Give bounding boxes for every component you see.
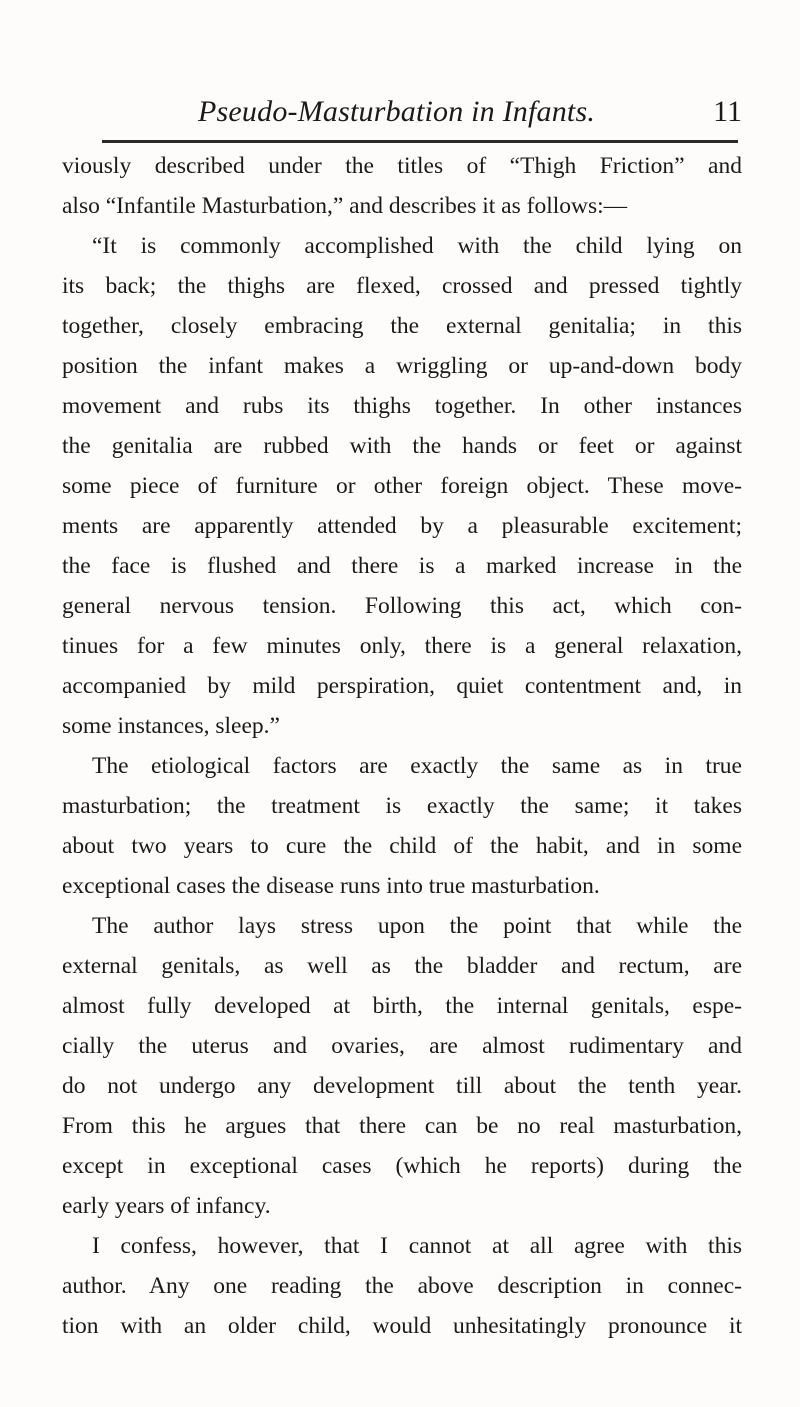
- text-line: early years of infancy.: [62, 1193, 271, 1219]
- text-line: do not undergo any development till about the tenth year.: [62, 1073, 742, 1099]
- text-line: tinues for a few minutes only, there is a general relaxation,: [62, 633, 742, 659]
- text-line: I confess, however, that I cannot at all agree with this: [92, 1233, 742, 1259]
- text-line: position the infant makes a wriggling or up-and-down body: [62, 353, 742, 379]
- text-line: From this he argues that there can be no real masturbation,: [62, 1113, 742, 1139]
- text-line: the genitalia are rubbed with the hands or feet or against: [62, 433, 742, 459]
- text-line: masturbation; the treatment is exactly the same; it takes: [62, 793, 742, 819]
- body-text: [62, 146, 742, 1346]
- text-line: The author lays stress upon the point that while the: [92, 913, 742, 939]
- running-title: Pseudo-Masturbation in Infants.: [198, 95, 596, 128]
- text-line: The etiological factors are exactly the same as in true: [92, 753, 742, 779]
- text-line: the face is flushed and there is a marked increase in the: [62, 553, 742, 579]
- text-line: viously described under the titles of “Thigh Friction” and: [62, 153, 742, 179]
- text-line: except in exceptional cases (which he reports) during the: [62, 1153, 742, 1179]
- text-line: author. Any one reading the above description in connec-: [62, 1273, 742, 1299]
- text-line: almost fully developed at birth, the internal genitals, espe-: [62, 993, 742, 1019]
- text-line: “It is commonly accomplished with the child lying on: [92, 233, 742, 259]
- text-line: its back; the thighs are flexed, crossed and pressed tightly: [62, 273, 742, 299]
- text-line: also “Infantile Masturbation,” and describes it as follows:—: [62, 193, 628, 219]
- text-line: ments are apparently attended by a pleasurable excitement;: [62, 513, 742, 539]
- text-line: tion with an older child, would unhesitatingly pronounce it: [62, 1313, 742, 1339]
- text-line: movement and rubs its thighs together. In other instances: [62, 393, 742, 419]
- text-line: accompanied by mild perspiration, quiet contentment and, in: [62, 673, 742, 699]
- text-line: exceptional cases the disease runs into true masturbation.: [62, 873, 600, 899]
- text-line: together, closely embracing the external genitalia; in this: [62, 313, 742, 339]
- text-line: some piece of furniture or other foreign object. These move-: [62, 473, 742, 499]
- running-head: [100, 92, 742, 132]
- header-rule: [102, 140, 738, 143]
- text-line: some instances, sleep.”: [62, 713, 280, 739]
- text-line: general nervous tension. Following this act, which con-: [62, 593, 742, 619]
- text-line: cially the uterus and ovaries, are almost rudimentary and: [62, 1033, 742, 1059]
- text-line: about two years to cure the child of the habit, and in some: [62, 833, 742, 859]
- text-line: external genitals, as well as the bladder and rectum, are: [62, 953, 742, 979]
- page-number: 11: [713, 95, 742, 128]
